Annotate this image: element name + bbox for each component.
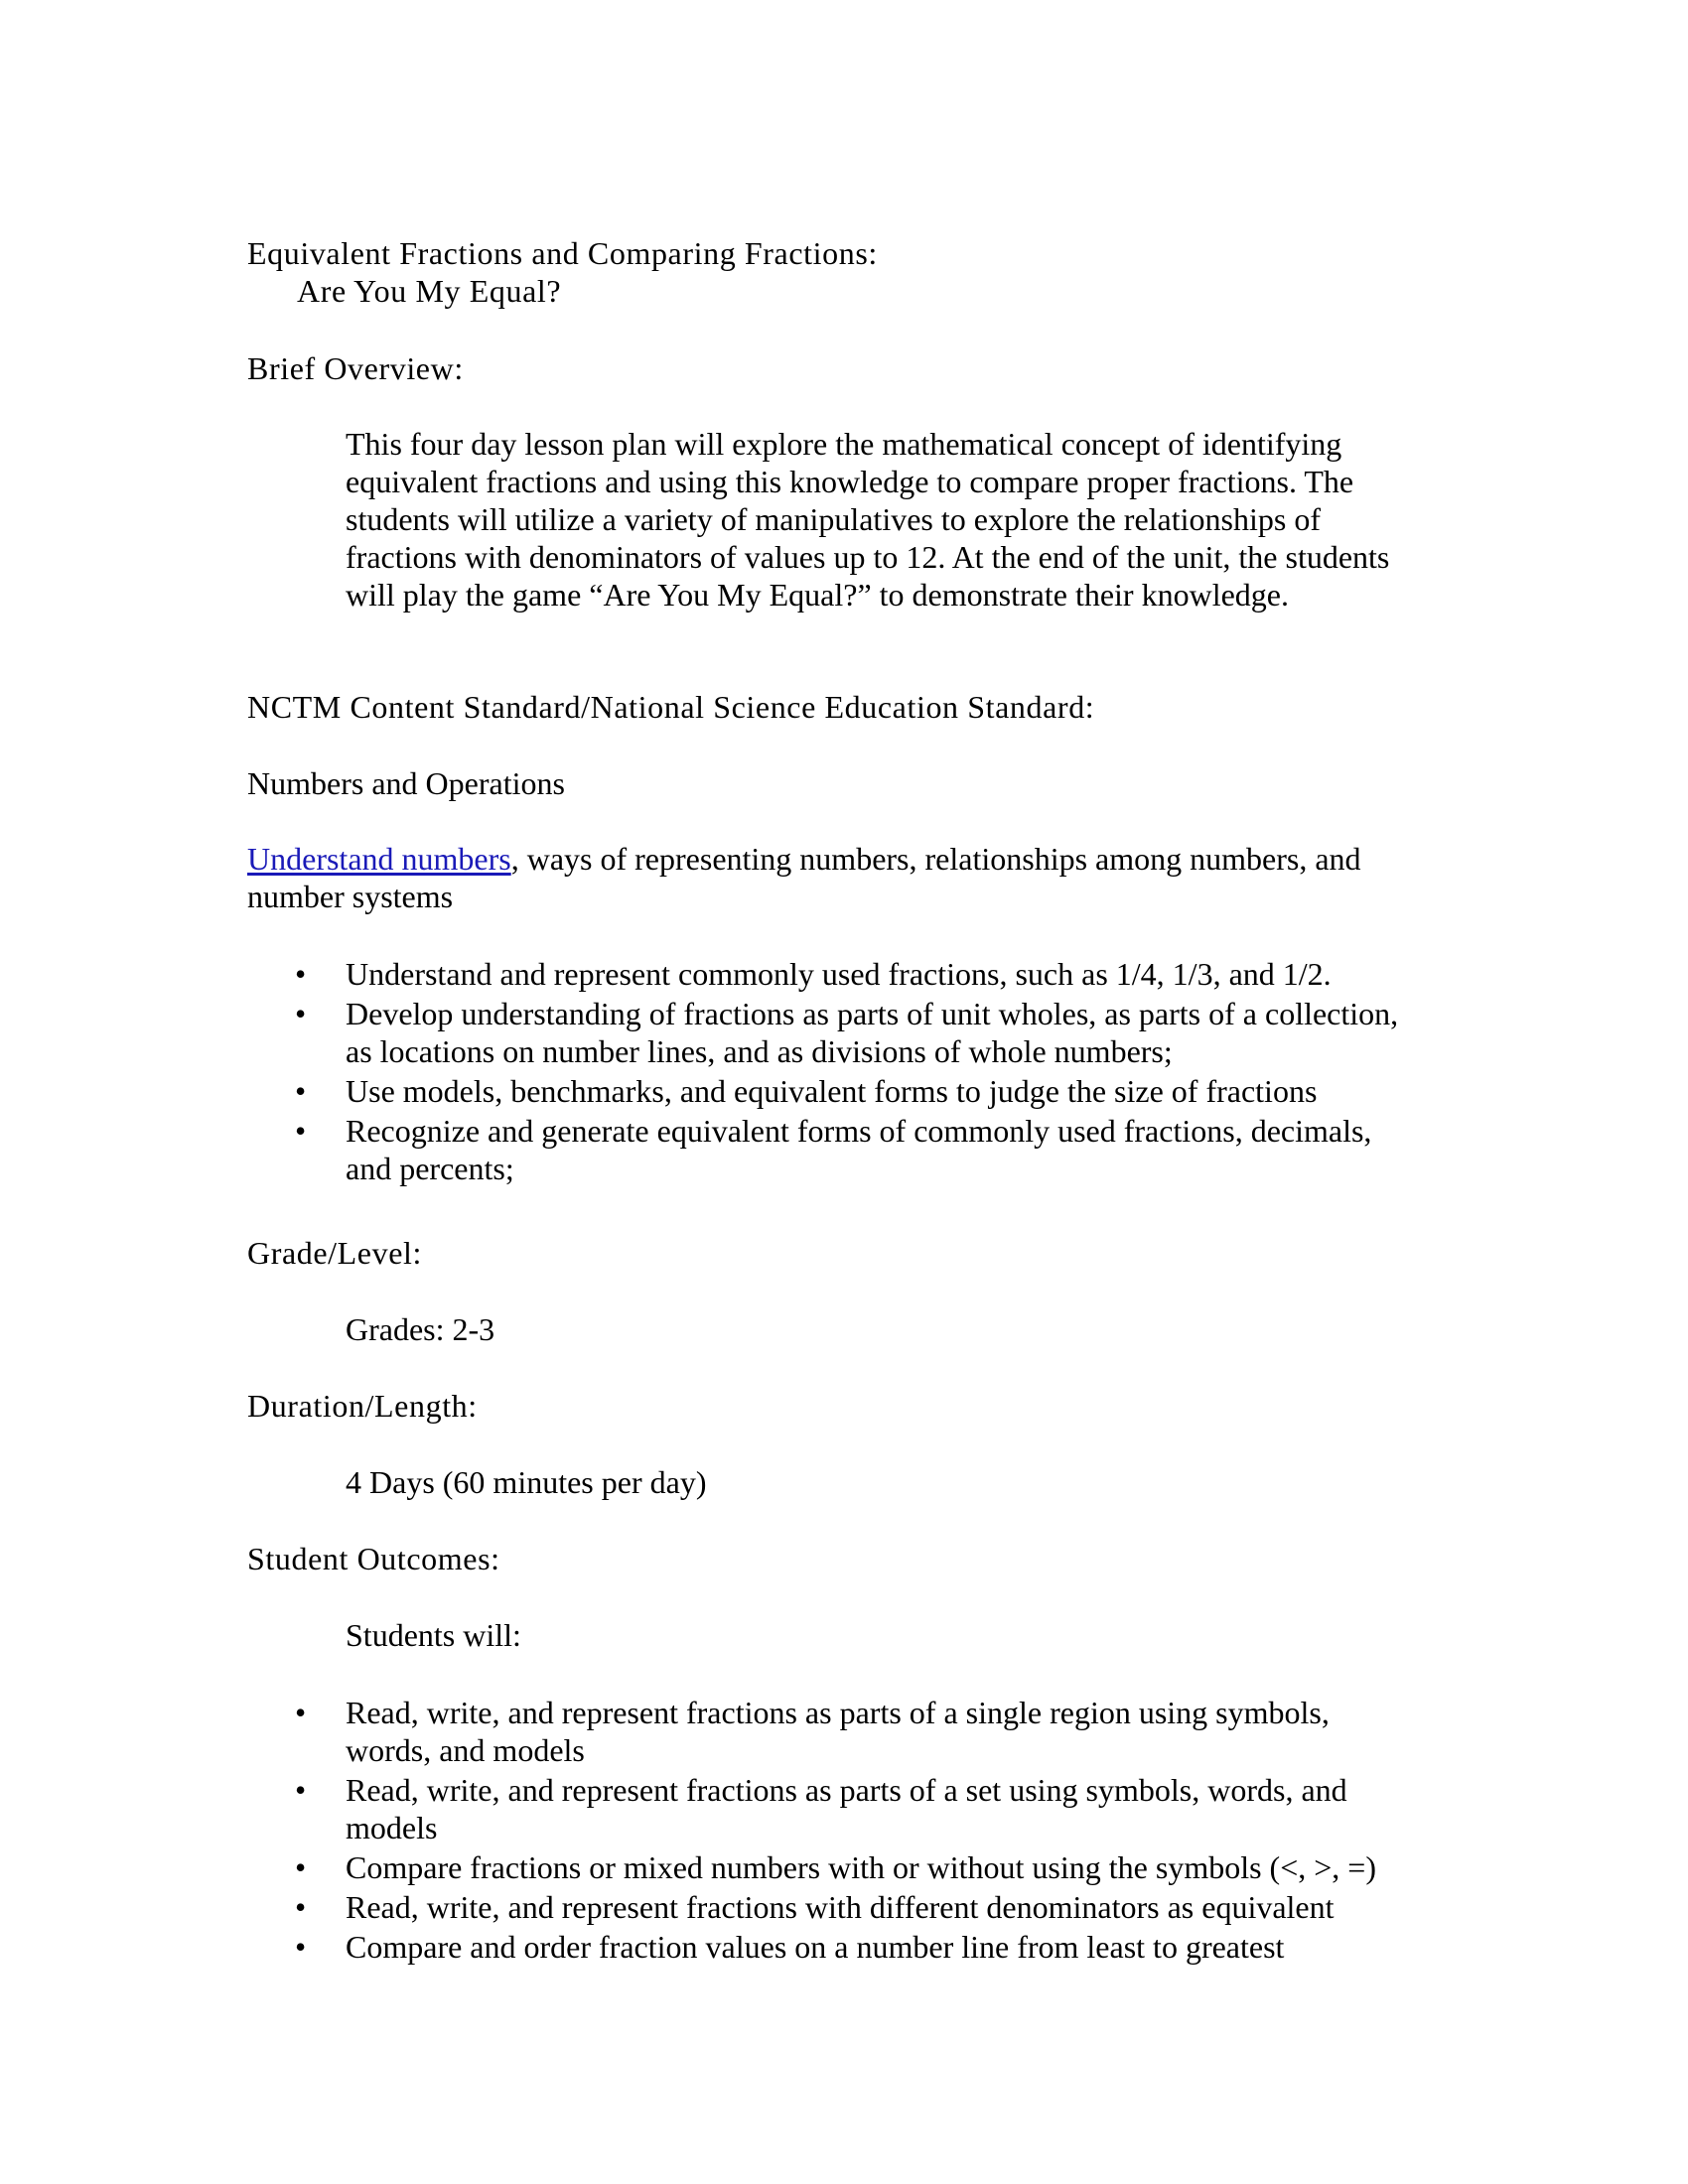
bullet-icon: • xyxy=(295,1772,307,1808)
list-item: • Read, write, and represent fractions as parts of a single region using symbols, words, and models xyxy=(295,1695,1330,1768)
understand-numbers-link[interactable]: Understand numbers xyxy=(247,841,511,877)
list-item: • Use models, benchmarks, and equivalent forms to judge the size of fractions xyxy=(295,1073,1318,1109)
outcomes-heading: Student Outcomes: xyxy=(247,1541,500,1576)
grade-heading: Grade/Level: xyxy=(247,1235,422,1271)
bullet-icon: • xyxy=(295,996,307,1031)
list-item: • Compare fractions or mixed numbers with or without using the symbols (<, >, =) xyxy=(295,1849,1376,1885)
outcomes-bullet-list xyxy=(0,1694,1420,1968)
list-item: • Recognize and generate equivalent forms of commonly used fractions, decimals, and percents; xyxy=(295,1113,1372,1186)
standards-statement-rest: , ways of representing numbers, relationships among numbers, and number systems xyxy=(247,841,1361,914)
bullet-icon: • xyxy=(295,1929,307,1965)
duration-heading: Duration/Length: xyxy=(247,1388,478,1424)
standards-subheading: Numbers and Operations xyxy=(247,765,565,801)
overview-heading: Brief Overview: xyxy=(247,350,464,386)
document-subtitle: Are You My Equal? xyxy=(297,273,562,309)
overview-text: This four day lesson plan will explore the mathematical concept of identifying equivalent fractions and using this knowledge to compare proper fractions. The students will utilize a variety of manipulatives to explore the relationships of fractions with denominators of values up to 12. At the end of the unit, the students will play the game “Are You My Equal?” to demonstrate their knowledge. xyxy=(346,426,1390,613)
list-item: • Develop understanding of fractions as parts of unit wholes, as parts of a collection, as locations on number lines, and as divisions of whole numbers; xyxy=(295,996,1399,1069)
standards-heading: NCTM Content Standard/National Science Education Standard: xyxy=(247,689,1095,725)
duration-value: 4 Days (60 minutes per day) xyxy=(346,1464,707,1500)
standards-bullet-list xyxy=(0,955,1420,1189)
bullet-icon: • xyxy=(295,1073,307,1109)
list-item: • Read, write, and represent fractions as parts of a set using symbols, words, and models xyxy=(295,1772,1347,1845)
grade-value: Grades: 2-3 xyxy=(346,1311,495,1347)
list-item: • Read, write, and represent fractions with different denominators as equivalent xyxy=(295,1889,1335,1925)
standards-statement xyxy=(247,840,1439,915)
list-item: • Compare and order fraction values on a number line from least to greatest xyxy=(295,1929,1285,1965)
bullet-icon: • xyxy=(295,1889,307,1925)
list-item: • Understand and represent commonly used fractions, such as 1/4, 1/3, and 1/2. xyxy=(295,956,1332,992)
bullet-icon: • xyxy=(295,1849,307,1885)
outcomes-intro: Students will: xyxy=(346,1617,521,1653)
bullet-icon: • xyxy=(295,1113,307,1149)
bullet-icon: • xyxy=(295,1695,307,1730)
document-title: Equivalent Fractions and Comparing Fractions: xyxy=(247,235,878,271)
bullet-icon: • xyxy=(295,956,307,992)
